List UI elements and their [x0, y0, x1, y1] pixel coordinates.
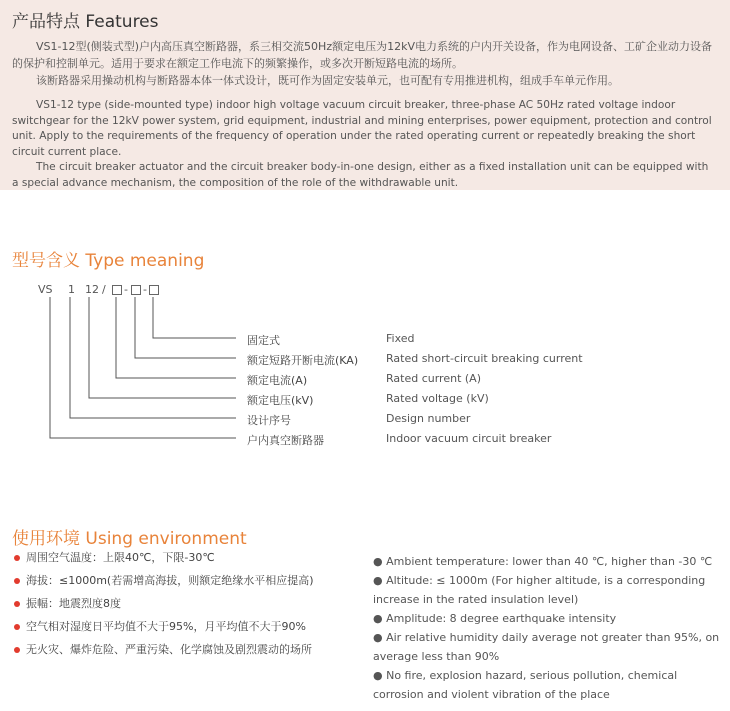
bullet-icon: [14, 647, 20, 653]
bullet-icon: [14, 601, 20, 607]
type-label-cn: 额定电压(kV): [247, 394, 314, 407]
bullet-icon: [14, 555, 20, 561]
environment-cn-text: 海拔：≤1000m(若需增高海拔，则额定绝缘水平相应提高): [26, 574, 314, 587]
environment-cn-text: 振幅：地震烈度8度: [26, 597, 121, 610]
features-en-paragraph: The circuit breaker actuator and the circuit breaker body-in-one design, either as a fixed installation unit can be equipped with a special advance mechanism, the composition of the role of the withdrawable unit.: [12, 161, 709, 189]
type-label-en: Indoor vacuum circuit breaker: [386, 432, 552, 445]
type-label-en: Rated current (A): [386, 372, 481, 385]
environment-cn-text: 无火灾、爆炸危险、严重污染、化学腐蚀及剧烈震动的场所: [26, 643, 312, 656]
code-slash: /: [102, 283, 106, 296]
type-label-cn: 户内真空断路器: [247, 434, 324, 447]
type-meaning-heading: 型号含义 Type meaning: [12, 251, 205, 271]
bullet-icon: [14, 624, 20, 630]
environment-en-item: ● Altitude: ≤ 1000m (For higher altitude, is a corresponding increase in the rated insulation level): [373, 574, 706, 606]
environment-en-item: ● No fire, explosion hazard, serious pollution, chemical corrosion and violent vibration of the place: [373, 669, 678, 701]
list-item: [14, 620, 354, 643]
type-label-cn: 额定短路开断电流(KA): [247, 354, 359, 367]
features-cn-paragraph: 该断路器采用操动机构与断路器本体一体式设计，既可作为固定安装单元，也可配有专用推进机构，组成手车单元作用。: [36, 74, 619, 87]
environment-cn-text: 空气相对湿度日平均值不大于95%，月平均值不大于90%: [26, 620, 306, 633]
environment-en-item: ● Ambient temperature: lower than 40 ℃, higher than -30 ℃: [373, 555, 713, 568]
list-item: [14, 597, 354, 620]
type-label-cn: 设计序号: [247, 414, 291, 427]
list-item: [14, 574, 354, 597]
code-dash: -: [124, 283, 128, 296]
connector-line: [89, 297, 236, 398]
list-item: [14, 551, 354, 574]
code-design-number: 1: [68, 283, 75, 296]
features-heading: 产品特点 Features: [12, 12, 159, 32]
code-dash: -: [143, 283, 147, 296]
environment-en-list: [373, 552, 723, 704]
connector-line: [135, 297, 236, 358]
environment-heading: 使用环境 Using environment: [12, 529, 247, 549]
code-vs: VS: [38, 283, 53, 296]
code-voltage: 12: [85, 283, 99, 296]
features-cn-paragraph: VS1-12型(侧装式型)户内高压真空断路器，系三相交流50Hz额定电压为12kV电力系统的户内开关设备，作为电网设备、工矿企业动力设备的保护和控制单元。适用于要求在额定工作电流下的频繁操作，或多次开断短路电流的场所。: [12, 40, 712, 70]
connector-line: [153, 297, 236, 338]
features-en-paragraph: VS1-12 type (side-mounted type) indoor high voltage vacuum circuit breaker, three-phase AC 50Hz rated voltage indoor switchgear for the 12kV power system, grid equipment, industrial and mining enterprises, power equipment, protection and control unit. Apply to the requirements of the frequency of operation under the rated operating current or repeatedly breaking the short circuit current place.: [12, 99, 712, 158]
type-label-en: Rated short-circuit breaking current: [386, 352, 583, 365]
type-label-en: Fixed: [386, 332, 415, 345]
environment-en-item: ● Amplitude: 8 degree earthquake intensity: [373, 612, 617, 625]
type-label-en: Rated voltage (kV): [386, 392, 489, 405]
environment-en-item: ● Air relative humidity daily average not greater than 95%, on average less than 90%: [373, 631, 720, 663]
environment-cn-list: [14, 551, 354, 666]
bullet-icon: [14, 578, 20, 584]
type-label-en: Design number: [386, 412, 471, 425]
list-item: [14, 643, 354, 666]
type-label-cn: 固定式: [247, 334, 280, 347]
type-label-cn: 额定电流(A): [247, 374, 308, 387]
connector-line: [50, 297, 236, 438]
environment-cn-text: 周围空气温度：上限40℃，下限-30℃: [26, 551, 215, 564]
